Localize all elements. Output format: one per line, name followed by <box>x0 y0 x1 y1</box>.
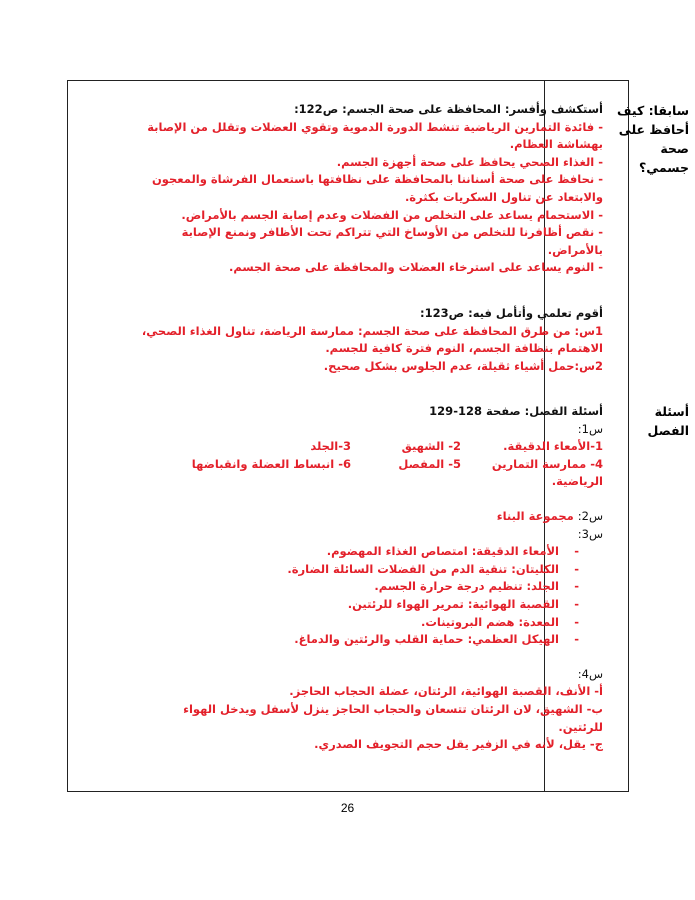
side-cell-chapter-questions: أسئلة الفصل <box>647 404 689 438</box>
side-line: صحة <box>660 141 689 156</box>
q1-answer: 2- الشهيق <box>401 439 461 454</box>
answer-line: - فائدة التمارين الرياضية تنشط الدورة الدموية وتقوي العضلات وتقلل من الإصابة بهشاشة العظام. <box>147 119 603 152</box>
q3-item: - الأمعاء الدقيقة: امتصاص الغذاء المهضوم. <box>137 543 579 561</box>
answer-line: - نحافظ على صحة أسناننا بالمحافظة على نظافتها باستعمال الفرشاة والمعجون والابتعاد عن تناول السكريات بكثرة. <box>151 172 603 204</box>
answer-line: - نقص أظافرنا للتخلص من الأوساخ التي تتراكم تحت الأظافر ونمنع الإصابة بالأمراض. <box>181 225 603 257</box>
q1-answer: 3-الجلد <box>310 439 351 454</box>
answer-line: - الغذاء الصحي يحافظ على صحة أجهزة الجسم. <box>336 154 603 169</box>
answer-line: 1س: من طرق المحافظة على صحة الجسم: ممارسة الرياضة، تناول الغذاء الصحي، الاهتمام بنظافة الجسم، النوم فترة كافية للجسم. <box>141 323 603 356</box>
q3-item: - الهيكل العظمي: حماية القلب والرئتين والدماغ. <box>137 631 579 649</box>
section-heading: أستكشف وأفسر: المحافظة على صحة الجسم: ص122: <box>294 102 603 116</box>
q1-answer: 1-الأمعاء الدقيقة. <box>503 439 603 454</box>
side-cell-previously <box>615 101 689 177</box>
q1-row <box>137 438 603 456</box>
answer-line: - النوم يساعد على استرخاء العضلات والمحافظة على صحة الجسم. <box>228 260 603 275</box>
q4-answer: ب- الشهيق، لان الرئتان تتسعان والحجاب الحاجز ينزل لأسفل ويدخل الهواء للرئتين. <box>183 701 603 734</box>
assess-section <box>137 305 603 375</box>
question-label: س4: <box>577 666 603 681</box>
question-label: س1: <box>577 421 603 436</box>
side-line: أحافظ على <box>618 122 689 137</box>
q1-answer: 4- ممارسة التمارين الرياضية. <box>491 456 603 489</box>
q4-answer: أ- الأنف، القصبة الهوائية، الرئتان، عضلة الحجاب الحاجز. <box>289 684 603 699</box>
side-line: جسمي؟ <box>638 160 689 175</box>
section-heading: أسئلة الفصل: صفحة 128-129 <box>429 404 603 418</box>
q3-item: - الكليتان: تنقية الدم من الفضلات السائلة الضارة. <box>137 561 579 579</box>
question-label: س3: <box>577 526 603 541</box>
q4-answer: ج- يقل، لأنه في الزفير يقل حجم التجويف الصدري. <box>314 737 603 752</box>
section-heading: أقوم تعلمي وأتأمل فيه: ص123: <box>420 306 603 320</box>
q3-item: - الجلد: تنظيم درجة حرارة الجسم. <box>137 578 579 596</box>
side-line: سابقا: كيف <box>617 103 689 118</box>
q2-line <box>137 508 603 526</box>
q1-answer: 6- انبساط العضلة وانقباضها <box>191 456 351 471</box>
page-number: 26 <box>340 801 355 815</box>
q3-list <box>137 543 603 649</box>
q3-item: - القصبة الهوائية: تمرير الهواء للرئتين. <box>137 596 579 614</box>
explore-section <box>137 101 603 277</box>
answer-line: 2س:حمل أشياء ثقيلة، عدم الجلوس بشكل صحيح. <box>323 358 603 373</box>
question-label: س2: <box>577 508 603 523</box>
q3-item: - المعدة: هضم البروتينات. <box>137 614 579 632</box>
q1-answer: 5- المفصل <box>398 456 461 471</box>
answer-line: - الاستحمام يساعد على التخلص من الفضلات وعدم إصابة الجسم بالأمراض. <box>181 207 603 222</box>
q1-row <box>137 456 603 491</box>
chapter-questions-section <box>137 403 603 754</box>
q2-answer: مجموعة البناء <box>496 508 574 523</box>
